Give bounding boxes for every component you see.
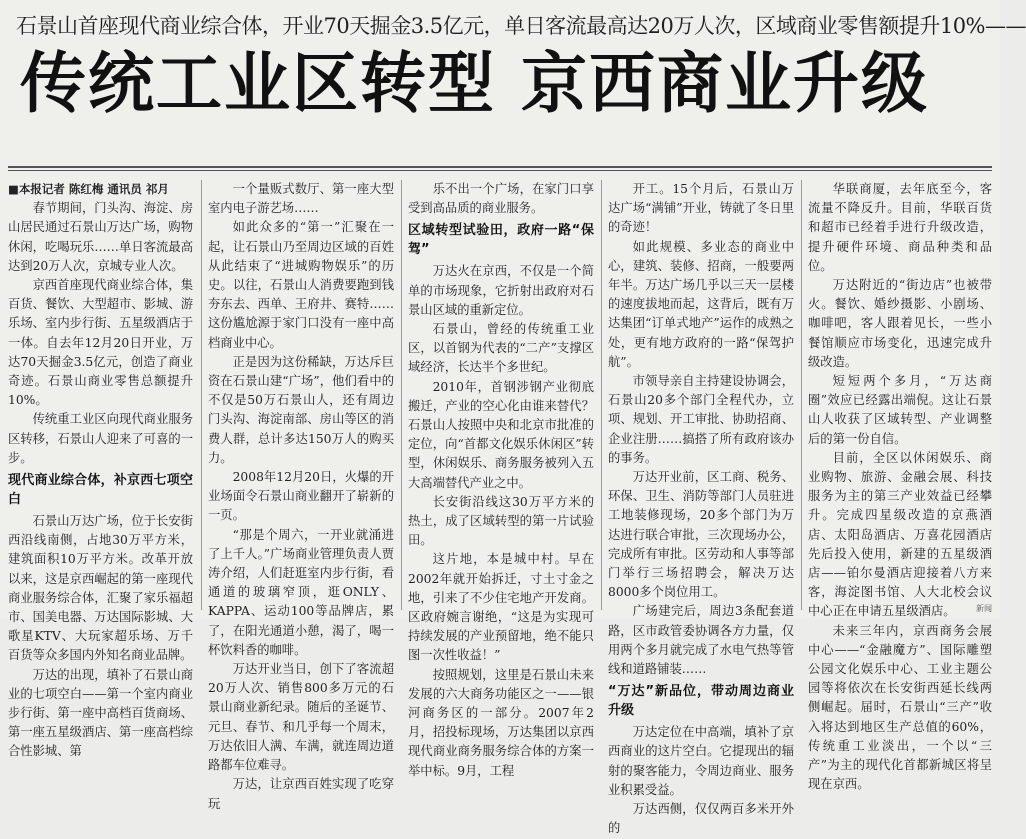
paragraph: 万达西侧，仅仅两百多米开外的 — [608, 802, 794, 836]
paragraph: 万达定位在中高端，填补了京西商业的这片空白。它提现出的辐射的聚客能力，令周边商业、服务业积累受益。 — [608, 725, 794, 797]
column-divider — [801, 180, 802, 610]
paragraph: 万达，让京西百姓实现了吃穿玩 — [208, 777, 394, 811]
paragraph: 万达附近的“街边店”也被带火。餐饮、婚纱摄影、小剧场、咖啡吧，客人跟着见长，一些小餐馆顺应市场变化，迅速完成升级改造。 — [808, 278, 992, 369]
paragraph: 这片地，本是城中村。早在2002年就开始拆迁，寸土寸金之地，引来了不少住宅地产开发商。区政府婉言谢绝，“这是为实现可持续发展的产业预留地，绝不能只图一次性收益！” — [408, 552, 594, 663]
paragraph: 广场建完后，周边3条配套道路，区市政管委协调各方力量，仅用两个多月就完成了水电气热等管线和道路铺装…… — [608, 604, 794, 677]
column-divider — [401, 180, 402, 610]
byline: ■本报记者 陈红梅 通讯员 祁月 — [8, 182, 169, 196]
paragraph: 按照规划，这里是石景山未来发展的六大商务功能区之一——银河商务区的一部分。2007年2月，招投标现场，万达集团以京西现代商业商务服务综合体的方案一举中标。9月，工程 — [408, 667, 594, 778]
paragraph: 石景山，曾经的传统重工业区，以首钢为代表的“二产”支撑区域经济，长达半个多世纪。 — [408, 322, 594, 375]
paragraph: 万达开业前，区工商、税务、环保、卫生、消防等部门人员驻进工地装修现场，20多个部门为万达进行联合审批，三次现场办公，完成所有审批。区劳动和人事等部门举行三场招聘会，解决万达8000多个岗位用工。 — [608, 470, 794, 600]
page-stamp: 新闻 — [976, 604, 992, 613]
paragraph: 万达火在京西，不仅是一个简单的市场现象，它折射出政府对石景山区域的重新定位。 — [408, 264, 594, 317]
paragraph: 京西首座现代商业综合体，集百货、餐饮、大型超市、影城、游乐场、室内步行街、五星级酒店于一体。自去年12月20日开业，万达70天掘金3.5亿元，创造了商业奇迹。石景山商业零售总额提升10%。 — [8, 278, 193, 408]
paragraph: 如此众多的“第一”汇聚在一起，让石景山乃至周边区域的百姓从此结束了“进城购物娱乐”的历史。以往，石景山人消费要跑到钱夯东去、西单、王府井、赛特……这份尴尬源于家门口没有一座中高档商业中心。 — [208, 220, 394, 350]
paragraph: 长安街沿线这30万平方米的热土，成了区域转型的第一片试验田。 — [408, 494, 594, 548]
paragraph: 未来三年内，京西商务会展中心——“金融魔方”、国际雕塑公园文化娱乐中心、工业主题公园等将依次在长安街西延长线两侧崛起。届时，石景山“三产”收入将达到地区生产总值的60%，传统重工业淡出，一个以“三产”为主的现代化首都新城区将呈现在京西。 — [808, 623, 992, 792]
paragraph: 传统重工业区向现代商业服务区转移，石景山人迎来了可喜的一步。 — [8, 412, 193, 465]
paragraph: 2008年12月20日，火爆的开业场面令石景山商业翻开了崭新的一页。 — [208, 470, 394, 523]
paragraph: 正是因为这份稀缺，万达斥巨资在石景山建“广场”，他们看中的不仅是50万石景山人，还有周边门头沟、海淀南部、房山等区的消费人群，总计多达150万人的购买力。 — [208, 354, 394, 465]
column-3 — [408, 180, 594, 778]
paragraph: 开工。15个月后，石景山万达广场“满铺”开业，铸就了冬日里的奇迹！ — [608, 182, 794, 235]
paragraph: 华联商厦，去年底至今，客流量不降反升。目前，华联百货和超市已经着手进行升级改造，提升硬件环境、商品种类和品位。 — [808, 182, 992, 273]
column-2 — [208, 180, 394, 811]
column-divider — [601, 180, 602, 610]
section-heading: “万达”新品位，带动周边商业升级 — [608, 684, 794, 719]
kicker-line: 石景山首座现代商业综合体，开业70天掘金3.5亿元，单日客流最高达20万人次，区域商业零售额提升10%—— — [16, 14, 1026, 38]
column-1 — [8, 180, 193, 759]
paragraph: 如此规模、多业态的商业中心，建筑、装修、招商，一般要两年半。万达广场几乎以三天一层楼的速度拔地而起，这背后，既有万达集团“订单式地产”运作的成熟之处，更有地方政府的一路“保驾护航”。 — [608, 239, 794, 369]
paragraph: 石景山万达广场，位于长安街西沿线南侧，占地30万平方米，建筑面积10万平方米。改革开放以来，这是京西崛起的第一座现代商业服务综合体，汇聚了家乐福超市、国美电器、万达国际影城、大歌星KTV、大玩家超乐场、万千百货等众多国内外知名商业品牌。 — [8, 514, 193, 663]
paragraph: 春节期间，门头沟、海淀、房山居民通过石景山万达广场，购物休闲，吃喝玩乐……单日客流最高达到20万人次，京城专业人次。 — [8, 201, 193, 273]
paragraph: 一个量贩式数厅、第一座大型室内电子游艺场…… — [208, 182, 394, 216]
paragraph: 2010年，首钢涉钢产业彻底搬迁，产业的空心化由谁来替代？石景山人按照中央和北京市批准的定位，向“首都文化娱乐休闲区”转型，休闲娱乐、商务服务被列入五大高端替代产业之中。 — [408, 379, 594, 490]
column-divider — [201, 180, 202, 610]
page-title: 传统工业区转型 京西商业升级 — [20, 45, 929, 122]
paragraph: 目前，全区以休闲娱乐、商业购物、旅游、金融会展、科技服务为主的第三产业效益已经攀升。完成四星级改造的京燕酒店、太阳岛酒店、万喜花园酒店先后投入使用，新建的五星级酒店——铂尔曼酒店迎接着八方来客，海淀图书馆、人大北校会议中心正在申请五星级酒店。 — [808, 450, 992, 619]
column-4 — [608, 180, 794, 836]
paragraph: “那是个周六，一开业就涌进了上千人。”广场商业管理负责人贾涛介绍，人们赶逛室内步行街，看通道的玻璃窄顶，逛ONLY、KAPPA、运动100等品牌店，累了，在阳光通道小憩，渴了，喝一杯饮料香的咖啡。 — [208, 527, 394, 657]
section-heading: 区域转型试验田，政府一路“保驾” — [408, 223, 594, 258]
paragraph: 万达开业当日，创下了客流超20万人次、销售800多万元的石景山商业新纪录。随后的圣诞节、元旦、春节、和几乎每一个周末，万达依旧人满、车满，就连周边道路都车位难寻。 — [208, 662, 394, 773]
paragraph: 万达的出现，填补了石景山商业的七项空白——第一个室内商业步行街、第一座中高档百货商场、第一座五星级酒店、第一座高档综合性影城、第 — [8, 667, 193, 759]
paragraph: 短短两个多月，“万达商圈”效应已经露出端倪。这让石景山人收获了区域转型、产业调整后的第一份自信。 — [808, 374, 992, 446]
divider — [8, 166, 992, 168]
section-heading: 现代商业综合体，补京西七项空白 — [8, 473, 193, 508]
paragraph: 乐不出一个广场，在家门口享受到高品质的商业服务。 — [408, 182, 594, 216]
paragraph: 市领导亲自主持建设协调会，石景山20多个部门全程代办，立项、规划、开工审批、协助招商、企业注册……搞搭了所有政府该办的事务。 — [608, 374, 794, 465]
article-body — [8, 180, 992, 836]
column-5 — [808, 180, 992, 792]
divider — [8, 170, 992, 171]
